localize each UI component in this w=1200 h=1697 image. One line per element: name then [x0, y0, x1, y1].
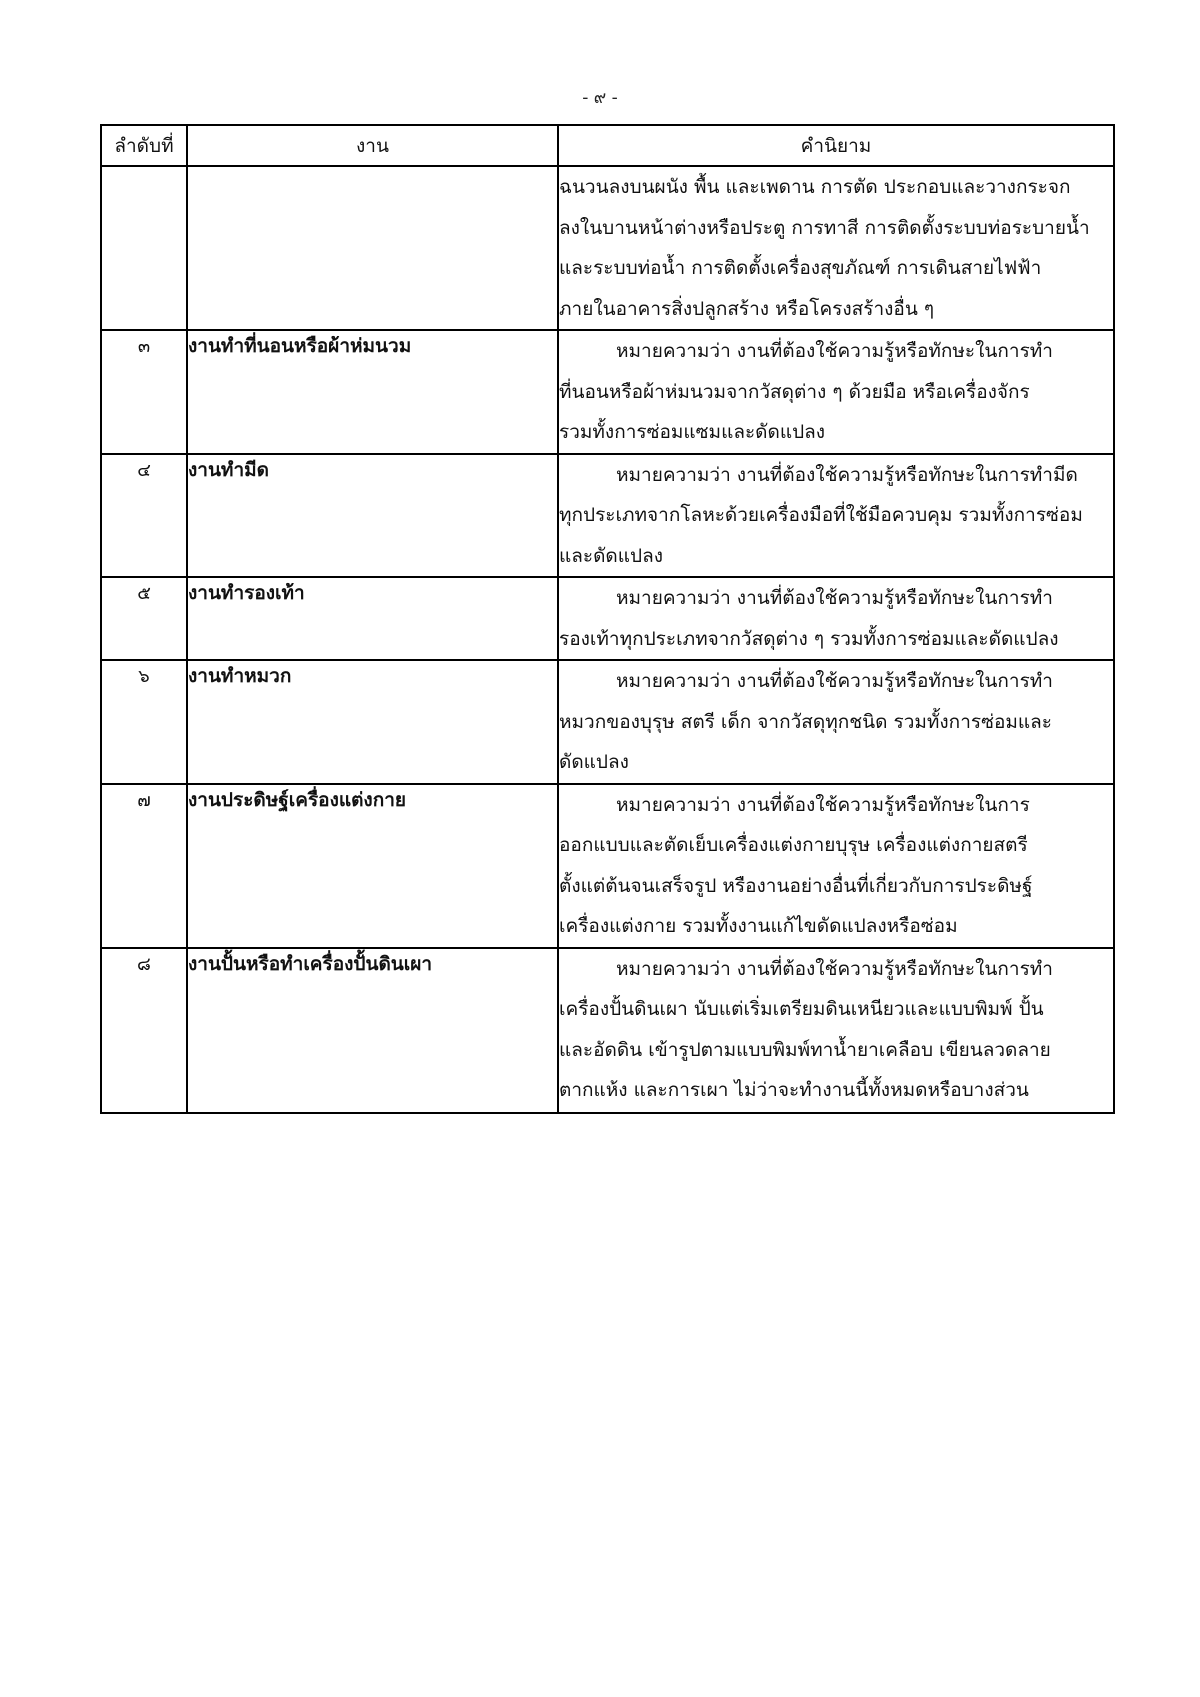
header-order: ลำดับที่: [101, 125, 187, 166]
definition-line: และระบบท่อน้ำ การติดตั้งเครื่องสุขภัณฑ์ การเดินสายไฟฟ้า: [559, 257, 1042, 279]
definition-line: ตั้งแต่ต้นจนเสร็จรูป หรืองานอย่างอื่นที่เกี่ยวกับการประดิษฐ์: [559, 874, 1033, 897]
table-row: [101, 577, 1114, 660]
row-order: ๗: [101, 784, 187, 948]
row-definition: [558, 948, 1114, 1113]
row-task: งานทำที่นอนหรือผ้าห่มนวม: [187, 330, 558, 454]
row-task: งานประดิษฐ์เครื่องแต่งกาย: [187, 784, 558, 948]
definition-line: หมายความว่า งานที่ต้องใช้ความรู้หรือทักษะในการทำ: [616, 340, 1053, 362]
row-order: ๓: [101, 330, 187, 454]
row-task: งานทำมีด: [187, 454, 558, 578]
row-definition: [558, 577, 1114, 660]
row-definition: [558, 660, 1114, 784]
definition-line: หมายความว่า งานที่ต้องใช้ความรู้หรือทักษะในการทำ: [616, 587, 1053, 609]
row-task: งานปั้นหรือทำเครื่องปั้นดินเผา: [187, 948, 558, 1113]
row-order: ๖: [101, 660, 187, 784]
table-row: [101, 660, 1114, 784]
header-definition: คำนิยาม: [558, 125, 1114, 166]
definition-line: เครื่องปั้นดินเผา นับแต่เริ่มเตรียมดินเหนียวและแบบพิมพ์ ปั้น: [559, 998, 1044, 1020]
definition-line: ที่นอนหรือผ้าห่มนวมจากวัสดุต่าง ๆ ด้วยมือ หรือเครื่องจักร: [559, 380, 1030, 403]
definition-line: ออกแบบและตัดเย็บเครื่องแต่งกายบุรุษ เครื่องแต่งกายสตรี: [559, 834, 1028, 856]
row-task: งานทำหมวก: [187, 660, 558, 784]
row-order: ๕: [101, 577, 187, 660]
definition-line: ฉนวนลงบนผนัง พื้น และเพดาน การตัด ประกอบและวางกระจก: [559, 176, 1071, 198]
definition-line: และดัดแปลง: [559, 544, 663, 567]
table-header-row: [101, 125, 1114, 166]
definition-line: รองเท้าทุกประเภทจากวัสดุต่าง ๆ รวมทั้งการซ่อมและดัดแปลง: [559, 627, 1059, 650]
definition-line: ดัดแปลง: [559, 751, 629, 773]
definition-line: ลงในบานหน้าต่างหรือประตู การทาสี การติดตั้งระบบท่อระบายน้ำ: [559, 216, 1090, 239]
row-order: ๔: [101, 454, 187, 578]
definition-line: หมายความว่า งานที่ต้องใช้ความรู้หรือทักษะในการทำมีด: [616, 463, 1078, 486]
definition-line: หมายความว่า งานที่ต้องใช้ความรู้หรือทักษะในการ: [616, 793, 1030, 816]
row-order: ๘: [101, 948, 187, 1113]
definition-line: และอัดดิน เข้ารูปตามแบบพิมพ์ทาน้ำยาเคลือบ เขียนลวดลาย: [559, 1038, 1051, 1061]
header-task: งาน: [187, 125, 558, 166]
definition-line: หมายความว่า งานที่ต้องใช้ความรู้หรือทักษะในการทำ: [616, 670, 1053, 692]
definition-line: ทุกประเภทจากโลหะด้วยเครื่องมือที่ใช้มือควบคุม รวมทั้งการซ่อม: [559, 504, 1083, 526]
row-task: งานทำรองเท้า: [187, 577, 558, 660]
table-row: [101, 454, 1114, 578]
definition-line: รวมทั้งการซ่อมแซมและดัดแปลง: [559, 421, 826, 443]
definitions-table: [100, 124, 1115, 1114]
row-definition: [558, 330, 1114, 454]
row-definition: [558, 166, 1114, 330]
table-row: [101, 330, 1114, 454]
definition-line: หมายความว่า งานที่ต้องใช้ความรู้หรือทักษะในการทำ: [616, 957, 1053, 980]
table-row: [101, 784, 1114, 948]
row-definition: [558, 454, 1114, 578]
row-order: [101, 166, 187, 330]
table-row: [101, 166, 1114, 330]
page-number: - ๙ -: [582, 88, 618, 108]
definition-line: หมวกของบุรุษ สตรี เด็ก จากวัสดุทุกชนิด รวมทั้งการซ่อมและ: [559, 710, 1052, 733]
table-row: [101, 948, 1114, 1113]
definition-line: ภายในอาคารสิ่งปลูกสร้าง หรือโครงสร้างอื่น ๆ: [559, 297, 935, 320]
definition-line: ตากแห้ง และการเผา ไม่ว่าจะทำงานนี้ทั้งหมดหรือบางส่วน: [559, 1079, 1029, 1101]
definition-line: เครื่องแต่งกาย รวมทั้งงานแก้ไขดัดแปลงหรือซ่อม: [559, 915, 958, 937]
row-task: [187, 166, 558, 330]
row-definition: [558, 784, 1114, 948]
